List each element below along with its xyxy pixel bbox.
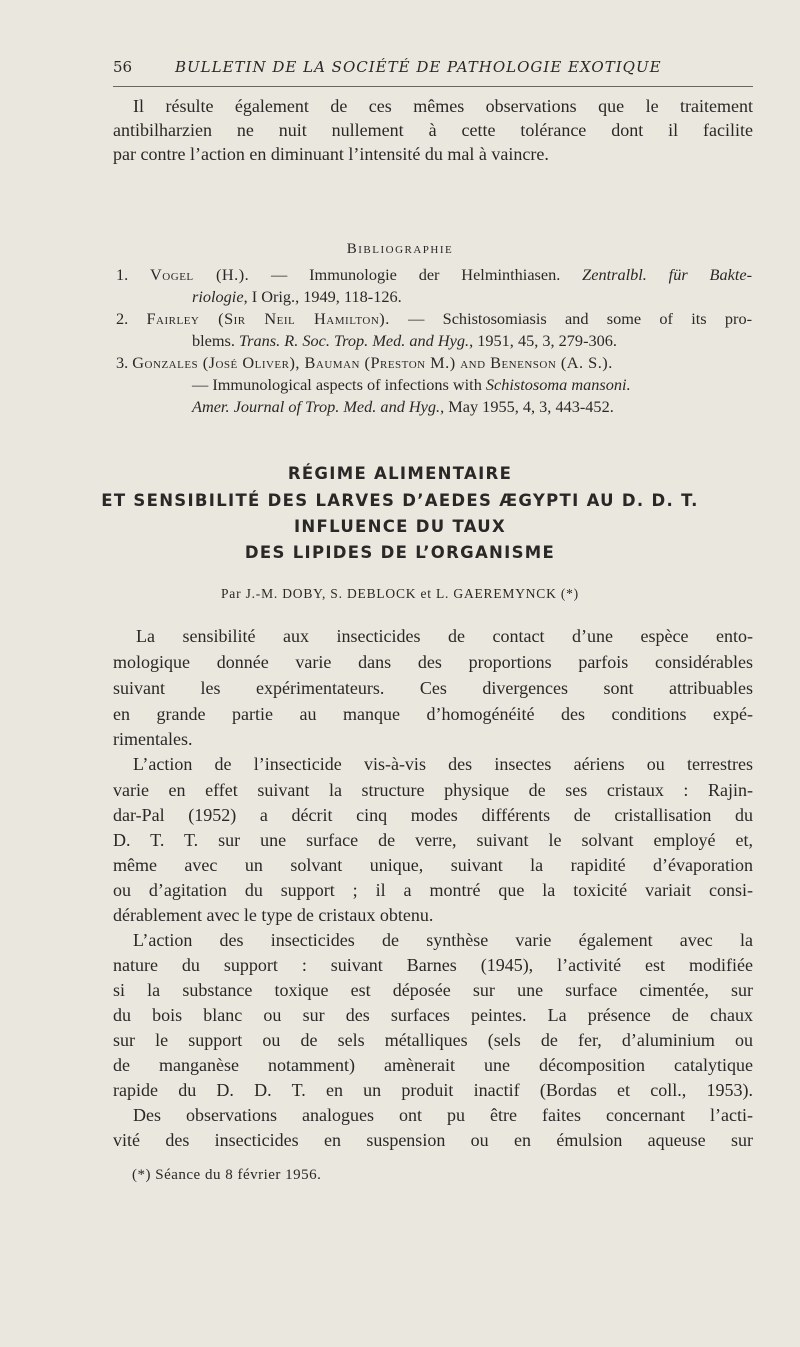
reference-3-cont-2: Amer. Journal of Trop. Med. and Hyg., May 1955, 4, 3, 443-452. xyxy=(192,397,614,416)
body-line: en grande partie au manque d’homogénéité des conditions expé- xyxy=(113,704,753,724)
reference-author: Fairley (Sir Neil Hamilton). xyxy=(146,309,390,328)
reference-3-cont: — Immunological aspects of infections with Schistosoma mansoni. xyxy=(192,375,631,394)
body-line: dar-Pal (1952) a décrit cinq modes différents de cristallisation du xyxy=(113,805,753,825)
bibliography-heading: Bibliographie xyxy=(346,241,454,257)
reference-author: Gonzales (José Oliver), Bauman (Preston M.) and Benenson (A. S.). xyxy=(132,353,613,372)
header-rule xyxy=(113,86,753,87)
body-line: de manganèse notamment) amènerait une décomposition catalytique xyxy=(113,1055,753,1075)
body-line: rimentales. xyxy=(113,729,193,749)
footnote: (*) Séance du 8 février 1956. xyxy=(132,1167,322,1183)
body-line: suivant les expérimentateurs. Ces divergences sont attribuables xyxy=(113,678,753,698)
body-line: La sensibilité aux insecticides de contact d’une espèce ento- xyxy=(136,626,753,646)
running-title: BULLETIN DE LA SOCIÉTÉ DE PATHOLOGIE EXOTIQUE xyxy=(175,58,662,76)
body-line: nature du support : suivant Barnes (1945), l’activité est modifiée xyxy=(113,955,753,975)
body-line: varie en effet suivant la structure physique de ses cristaux : Rajin- xyxy=(113,780,753,800)
body-line: du bois blanc ou sur des surfaces peintes. La présence de chaux xyxy=(113,1005,753,1025)
article-byline: Par J.-M. DOBY, S. DEBLOCK et L. GAEREMYNCK (*) xyxy=(221,586,579,601)
intro-line-3: par contre l’action en diminuant l’intensité du mal à vaincre. xyxy=(113,144,549,164)
body-line: Des observations analogues ont pu être faites concernant l’acti- xyxy=(133,1105,753,1125)
reference-2: 2. Fairley (Sir Neil Hamilton). — Schistosomiasis and some of its pro- xyxy=(116,309,753,328)
page-number: 56 xyxy=(113,58,133,76)
body-line: mologique donnée varie dans des proportions parfois considérables xyxy=(113,652,753,672)
article-title-line-4: DES LIPIDES DE L’ORGANISME xyxy=(244,543,556,562)
article-title-line-1: RÉGIME ALIMENTAIRE xyxy=(287,464,513,483)
body-line: vité des insecticides en suspension ou en émulsion aqueuse sur xyxy=(113,1130,753,1150)
reference-3: 3. Gonzales (José Oliver), Bauman (Preston M.) and Benenson (A. S.). xyxy=(116,353,613,372)
reference-author: Vogel (H.). xyxy=(150,265,250,284)
article-title-line-3: INFLUENCE DU TAUX xyxy=(293,517,507,536)
body-line: même avec un solvant unique, suivant la rapidité d’évaporation xyxy=(113,855,753,875)
reference-1-cont: riologie, I Orig., 1949, 118-126. xyxy=(192,287,402,306)
body-line: D. T. T. sur une surface de verre, suivant le solvant employé et, xyxy=(113,830,753,850)
reference-1: 1. Vogel (H.). — Immunologie der Helminthiasen. Zentralbl. für Bakte- xyxy=(116,265,752,284)
body-line: rapide du D. D. T. en un produit inactif (Bordas et coll., 1953). xyxy=(113,1080,753,1100)
reference-2-cont: blems. Trans. R. Soc. Trop. Med. and Hyg., 1951, 45, 3, 279-306. xyxy=(192,331,617,350)
body-line: dérablement avec le type de cristaux obtenu. xyxy=(113,905,434,925)
body-line: L’action de l’insecticide vis-à-vis des insectes aériens ou terrestres xyxy=(133,754,753,774)
body-line: L’action des insecticides de synthèse varie également avec la xyxy=(133,930,753,950)
intro-line-1: Il résulte également de ces mêmes observations que le traitement xyxy=(133,96,753,116)
article-title-line-2: ET SENSIBILITÉ DES LARVES D’AEDES ÆGYPTI AU D. D. T. xyxy=(101,491,699,510)
body-line: ou d’agitation du support ; il a montré que la toxicité variait consi- xyxy=(113,880,753,900)
intro-line-2: antibilharzien ne nuit nullement à cette tolérance dont il facilite xyxy=(113,120,753,140)
body-line: sur le support ou de sels métalliques (sels de fer, d’aluminium ou xyxy=(113,1030,753,1050)
body-line: si la substance toxique est déposée sur une surface cimentée, sur xyxy=(113,980,753,1000)
